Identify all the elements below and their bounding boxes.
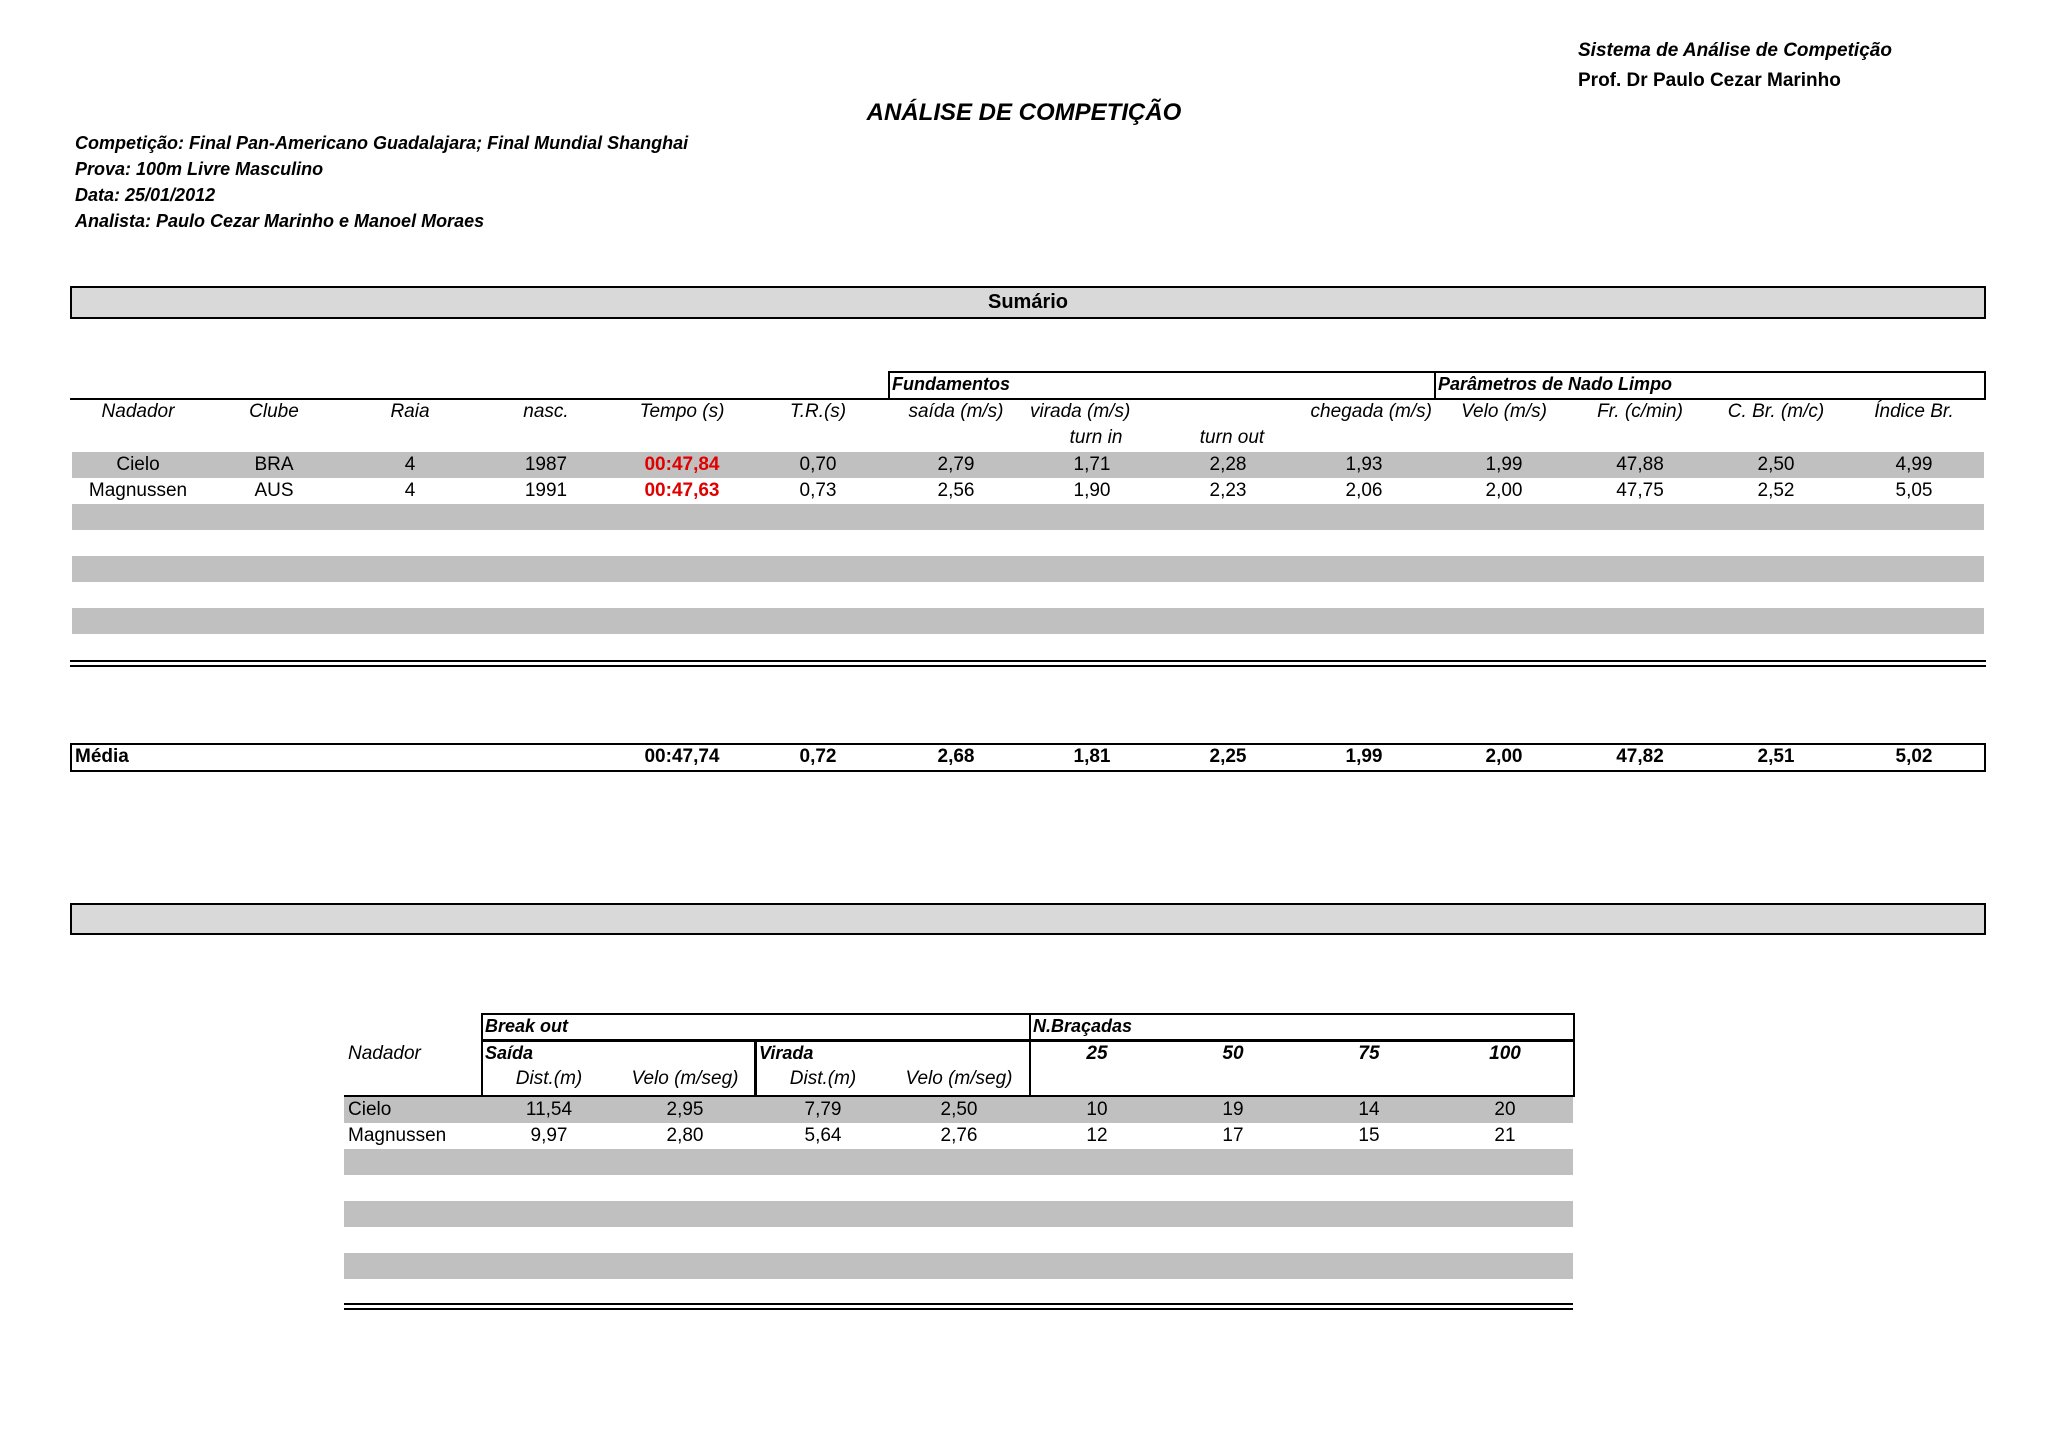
section-bar <box>70 903 1986 935</box>
meta-data: Data: 25/01/2012 <box>75 185 216 205</box>
col-velo: Velo (m/s) <box>1461 401 1547 422</box>
row-stripe <box>344 1201 1573 1227</box>
summary-title-bar <box>70 286 1986 319</box>
col-tempo: Tempo (s) <box>639 401 725 422</box>
cell-saida: 2,56 <box>937 480 975 501</box>
bracadas-100: 100 <box>1489 1043 1521 1064</box>
bo-dist-virada: 5,64 <box>804 1125 842 1146</box>
meta-competicao: Competição: Final Pan-Americano Guadalajara; Final Mundial Shanghai <box>75 133 689 153</box>
row-stripe <box>72 556 1984 582</box>
media-turn-out: 2,25 <box>1209 746 1247 767</box>
sub-dist-saida: Dist.(m) <box>515 1068 583 1089</box>
cell-raia: 4 <box>404 454 416 475</box>
col-turn-out: turn out <box>1199 427 1265 448</box>
media-cbr: 2,51 <box>1757 746 1795 767</box>
meta-block <box>75 130 688 234</box>
bo-br75: 15 <box>1358 1125 1380 1146</box>
col-chegada: chegada (m/s) <box>1310 401 1432 422</box>
row-stripe <box>72 608 1984 634</box>
table-end-rule <box>70 665 1986 667</box>
virada-label: Virada <box>759 1043 814 1063</box>
media-turn-in: 1,81 <box>1073 746 1111 767</box>
row-stripe <box>344 1253 1573 1279</box>
cell-velo: 1,99 <box>1485 454 1523 475</box>
system-name: Sistema de Análise de Competição <box>1578 40 1892 61</box>
cell-tempo: 00:47,84 <box>644 454 720 475</box>
cell-saida: 2,79 <box>937 454 975 475</box>
bo-br50: 19 <box>1222 1099 1244 1120</box>
meta-prova: Prova: 100m Livre Masculino <box>75 159 324 179</box>
cell-raia: 4 <box>404 480 416 501</box>
cell-turn-out: 2,23 <box>1209 480 1247 501</box>
cell-indice: 5,05 <box>1895 480 1933 501</box>
media-tempo: 00:47,74 <box>644 746 720 767</box>
cell-chegada: 1,93 <box>1345 454 1383 475</box>
cell-indice: 4,99 <box>1895 454 1933 475</box>
cell-turn-in: 1,71 <box>1073 454 1111 475</box>
sub-velo-virada: Velo (m/seg) <box>905 1068 1013 1089</box>
cell-clube: AUS <box>254 480 294 501</box>
row-stripe <box>72 504 1984 530</box>
cell-nadador: Cielo <box>116 454 160 475</box>
fundamentos-label: Fundamentos <box>892 374 1011 394</box>
cell-chegada: 2,06 <box>1345 480 1383 501</box>
col-tr: T.R.(s) <box>789 401 847 422</box>
table-end-rule <box>70 660 1986 662</box>
bracadas-label: N.Braçadas <box>1033 1016 1133 1036</box>
cell-nadador: Magnussen <box>88 480 188 501</box>
bo-nadador: Cielo <box>348 1099 392 1120</box>
col-indice: Índice Br. <box>1874 401 1954 422</box>
col-clube: Clube <box>249 401 299 422</box>
bracadas-75: 75 <box>1358 1043 1380 1064</box>
bo-br25: 12 <box>1086 1125 1108 1146</box>
bo-dist-virada: 7,79 <box>804 1099 842 1120</box>
row-stripe <box>344 1149 1573 1175</box>
bo-velo-virada: 2,50 <box>940 1099 978 1120</box>
bo-velo-saida: 2,95 <box>666 1099 704 1120</box>
cell-turn-out: 2,28 <box>1209 454 1247 475</box>
col-nasc: nasc. <box>523 401 569 422</box>
cell-turn-in: 1,90 <box>1073 480 1111 501</box>
bo-br75: 14 <box>1358 1099 1380 1120</box>
table-end-rule <box>344 1308 1573 1310</box>
col-nadador: Nadador <box>101 401 175 422</box>
bo-dist-saida: 11,54 <box>525 1099 573 1120</box>
media-chegada: 1,99 <box>1345 746 1383 767</box>
bo-dist-saida: 9,97 <box>530 1125 568 1146</box>
bo-br25: 10 <box>1086 1099 1108 1120</box>
bracadas-50: 50 <box>1222 1043 1244 1064</box>
bo-br50: 17 <box>1222 1125 1244 1146</box>
sub-dist-virada: Dist.(m) <box>789 1068 857 1089</box>
summary-title: Sumário <box>987 291 1069 313</box>
cell-velo: 2,00 <box>1485 480 1523 501</box>
media-freq: 47,82 <box>1616 746 1664 767</box>
cell-tempo: 00:47,63 <box>644 480 720 501</box>
sub-velo-saida: Velo (m/seg) <box>631 1068 739 1089</box>
cell-freq: 47,75 <box>1616 480 1664 501</box>
col-saida: saída (m/s) <box>908 401 1004 422</box>
bo-velo-saida: 2,80 <box>666 1125 704 1146</box>
breakout-nadador-header: Nadador <box>348 1043 421 1064</box>
col-raia: Raia <box>390 401 430 422</box>
cell-freq: 47,88 <box>1616 454 1664 475</box>
cell-cbr: 2,52 <box>1757 480 1795 501</box>
media-tr: 0,72 <box>799 746 837 767</box>
cell-nasc: 1987 <box>524 454 568 475</box>
col-turn-in: turn in <box>1069 427 1123 448</box>
cell-cbr: 2,50 <box>1757 454 1795 475</box>
breakout-group-rule <box>481 1039 1575 1042</box>
bo-br100: 21 <box>1494 1125 1516 1146</box>
bo-nadador: Magnussen <box>348 1125 447 1146</box>
col-freq: Fr. (c/min) <box>1597 401 1683 422</box>
media-velo: 2,00 <box>1485 746 1523 767</box>
cell-clube: BRA <box>254 454 294 475</box>
media-saida: 2,68 <box>937 746 975 767</box>
page-title: ANÁLISE DE COMPETIÇÃO <box>866 99 1182 126</box>
professor-name: Prof. Dr Paulo Cezar Marinho <box>1578 70 1841 91</box>
header-rule <box>70 398 1986 400</box>
breakout-label: Break out <box>485 1016 569 1036</box>
cell-tr: 0,70 <box>799 454 837 475</box>
col-virada: virada (m/s) <box>1030 401 1131 422</box>
cell-nasc: 1991 <box>524 480 568 501</box>
media-indice: 5,02 <box>1895 746 1933 767</box>
media-label: Média <box>75 746 129 767</box>
cell-tr: 0,73 <box>799 480 837 501</box>
bo-br100: 20 <box>1494 1099 1516 1120</box>
meta-analista: Analista: Paulo Cezar Marinho e Manoel Moraes <box>75 211 485 231</box>
saida-label: Saída <box>485 1043 534 1063</box>
parametros-label: Parâmetros de Nado Limpo <box>1438 374 1673 394</box>
bracadas-25: 25 <box>1086 1043 1108 1064</box>
bo-velo-virada: 2,76 <box>940 1125 978 1146</box>
table-end-rule <box>344 1303 1573 1305</box>
col-cbr: C. Br. (m/c) <box>1727 401 1825 422</box>
